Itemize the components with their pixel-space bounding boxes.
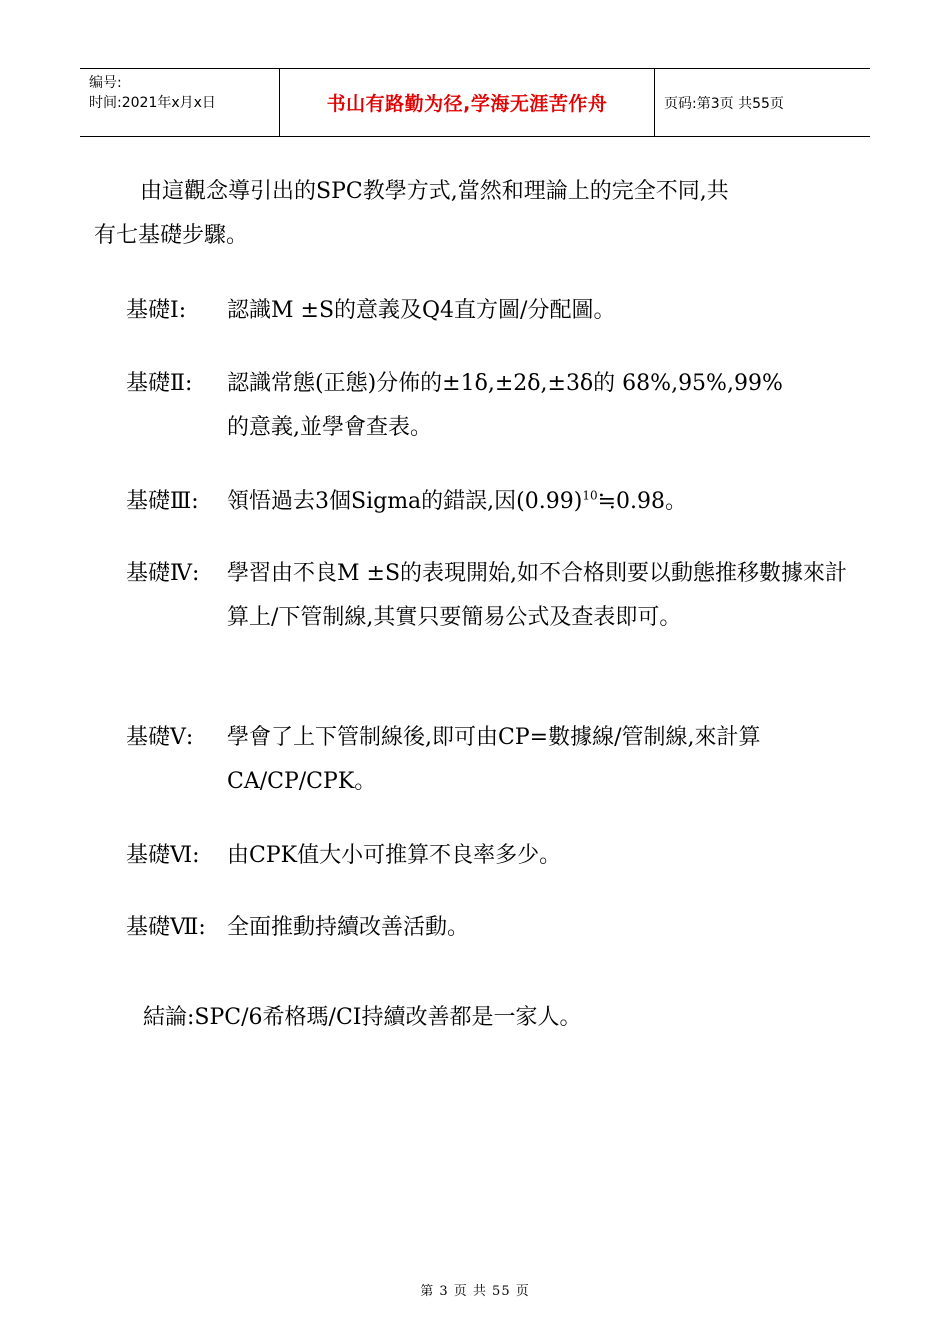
step-item-1	[126, 289, 866, 333]
step-label: 基礎Ⅶ:	[126, 915, 206, 940]
step-item-6	[126, 834, 866, 878]
step-text: 學會了上下管制線後,即可由CP=數據線/管制線,來計算CA/CP/CPK。	[227, 725, 761, 794]
step-label: 基礎Ⅳ:	[126, 561, 200, 586]
step-text-main: 領悟過去3個Sigma的錯誤,因(0.99)	[227, 489, 583, 514]
doc-number: 编号:	[89, 75, 122, 91]
conclusion: 結論:SPC/6希格瑪/CI持續改善都是一家人。	[143, 1005, 582, 1030]
page-header	[80, 68, 870, 137]
step-text: 認識常態(正態)分佈的±1δ,±2δ,±3δ的 68%,95%,99%的意義,並學會查表。	[227, 371, 783, 440]
step-item-7	[126, 906, 866, 950]
step-text	[227, 480, 866, 524]
header-slogan: 书山有路勤为径,学海无涯苦作舟	[280, 69, 655, 136]
step-item-5	[126, 716, 866, 804]
step-text: 學習由不良M ±S的表現開始,如不合格則要以動態推移數據來計算上/下管制線,其實只要簡易公式及查表即可。	[227, 561, 848, 630]
step-item-4	[126, 552, 866, 640]
step-label: 基礎Ⅱ:	[126, 371, 193, 396]
step-item-3	[126, 480, 866, 524]
header-meta	[80, 69, 280, 136]
step-label: 基礎Ⅵ:	[126, 843, 200, 868]
page-footer: 第 3 页 共 55 页	[420, 1284, 530, 1299]
step-text-tail: ≒0.98。	[597, 489, 688, 514]
step-text: 認識M ±S的意義及Q4直方圖/分配圖。	[227, 298, 616, 323]
step-label: 基礎Ⅲ:	[126, 489, 199, 514]
step-label: 基礎Ⅰ:	[126, 298, 187, 323]
doc-date: 时间:2021年x月x日	[89, 95, 216, 111]
step-item-2	[126, 362, 866, 450]
intro-line-1: 由這觀念導引出的SPC教學方式,當然和理論上的完全不同,共	[140, 179, 729, 204]
intro-line-2: 有七基礎步驟。	[94, 223, 249, 248]
header-page-number: 页码:第3页 共55页	[664, 95, 784, 112]
step-text: 由CPK值大小可推算不良率多少。	[227, 843, 562, 868]
intro-paragraph	[94, 170, 864, 258]
exponent: 10	[582, 488, 598, 503]
step-label: 基礎Ⅴ:	[126, 725, 194, 750]
step-text: 全面推動持續改善活動。	[227, 915, 470, 940]
